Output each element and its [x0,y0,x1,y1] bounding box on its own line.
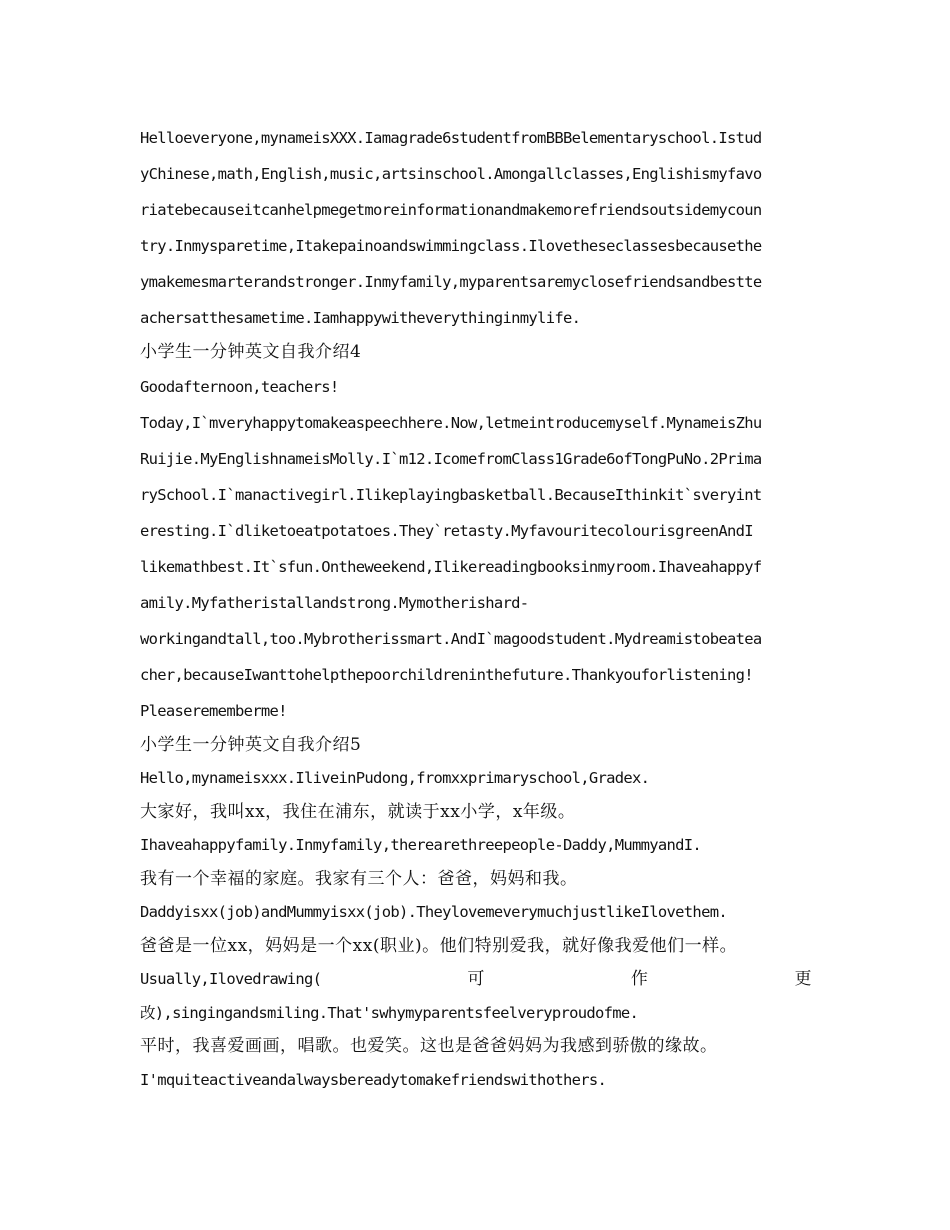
line-start-text: Usually,Ilovedrawing( [140,970,322,988]
text-line: Ruijie.MyEnglishnameisMolly.I`m12.IcomefromClass1Grade6ofTongPuNo.2Prima [140,450,762,468]
text-line: amily.Myfatheristallandstrong.Mymotherishard- [140,594,529,612]
text-line: Helloeveryone,mynameisXXX.Iamagrade6studentfromBBBelementaryschool.Istud [140,129,762,147]
chinese-line: 爸爸是一位xx，妈妈是一个xx(职业)。他们特别爱我，就好像我爱他们一样。 [140,935,738,956]
section-4-heading: 小学生一分钟英文自我介绍4 [140,342,362,362]
english-line: 改),singingandsmiling.That'swhymyparentsfeelveryproudofme. [140,1003,639,1022]
english-line: I'mquiteactiveandalwaysbereadytomakefriendswithothers. [140,1070,607,1089]
text-line: try.Inmysparetime,Itakepainoandswimmingclass.Ilovetheseclassesbecausethe [140,237,762,255]
text-line: ymakemesmarterandstronger.Inmyfamily,myparentsaremyclosefriendsandbestte [140,273,762,291]
spaced-word: 可 [467,969,485,989]
english-line: Ihaveahappyfamily.Inmyfamily,therearethreepeople-Daddy,MummyandI. [140,836,702,854]
chinese-line: 大家好，我叫xx，我住在浦东，就读于xx小学，x年级。 [140,801,576,822]
text-line: yChinese,math,English,music,artsinschool.Amongallclasses,Englishismyfavo [140,165,762,183]
justified-line [140,963,812,997]
section-3-paragraph [140,120,812,336]
text-line: achersatthesametime.Iamhappywitheverythinginmylife. [140,309,581,327]
text-line: Pleaserememberme! [140,702,287,720]
english-line: Daddyisxx(job)andMummyisxx(job).TheylovemeverymuchjustlikeIlovethem. [140,903,727,921]
chinese-line: 我有一个幸福的家庭。我家有三个人：爸爸，妈妈和我。 [140,868,578,889]
text-line: rySchool.I`manactivegirl.Ilikeplayingbasketball.BecauseIthinkit`sveryint [140,486,762,504]
english-line: Hello,mynameisxxx.IliveinPudong,fromxxprimaryschool,Gradex. [140,769,650,787]
spaced-word: 更 [794,969,812,989]
document-page [140,120,812,1097]
text-line: riatebecauseitcanhelpmegetmoreinformationandmakemorefriendsoutsidemycoun [140,201,762,219]
section-4-paragraph [140,369,812,729]
text-line: Today,I`mveryhappytomakeaspeechhere.Now,letmeintroducemyself.MynameisZhu [140,414,762,432]
text-line: likemathbest.It`sfun.Ontheweekend,Ilikereadingbooksinmyroom.Ihaveahappyf [140,558,762,576]
text-line: eresting.I`dliketoeatpotatoes.They`retasty.MyfavouritecolourisgreenAndI [140,522,753,540]
text-line: cher,becauseIwanttohelpthepoorchildreninthefuture.Thankyouforlistening! [140,666,753,684]
section-5-paragraph [140,762,812,1097]
section-5-heading: 小学生一分钟英文自我介绍5 [140,735,362,755]
spaced-word: 作 [630,969,649,989]
text-line: workingandtall,too.Mybrotherissmart.AndI`magoodstudent.Mydreamistobeatea [140,630,762,648]
chinese-line: 平时，我喜爱画画，唱歌。也爱笑。这也是爸爸妈妈为我感到骄傲的缘故。 [140,1036,718,1056]
greeting-line: Goodafternoon,teachers! [140,378,339,396]
